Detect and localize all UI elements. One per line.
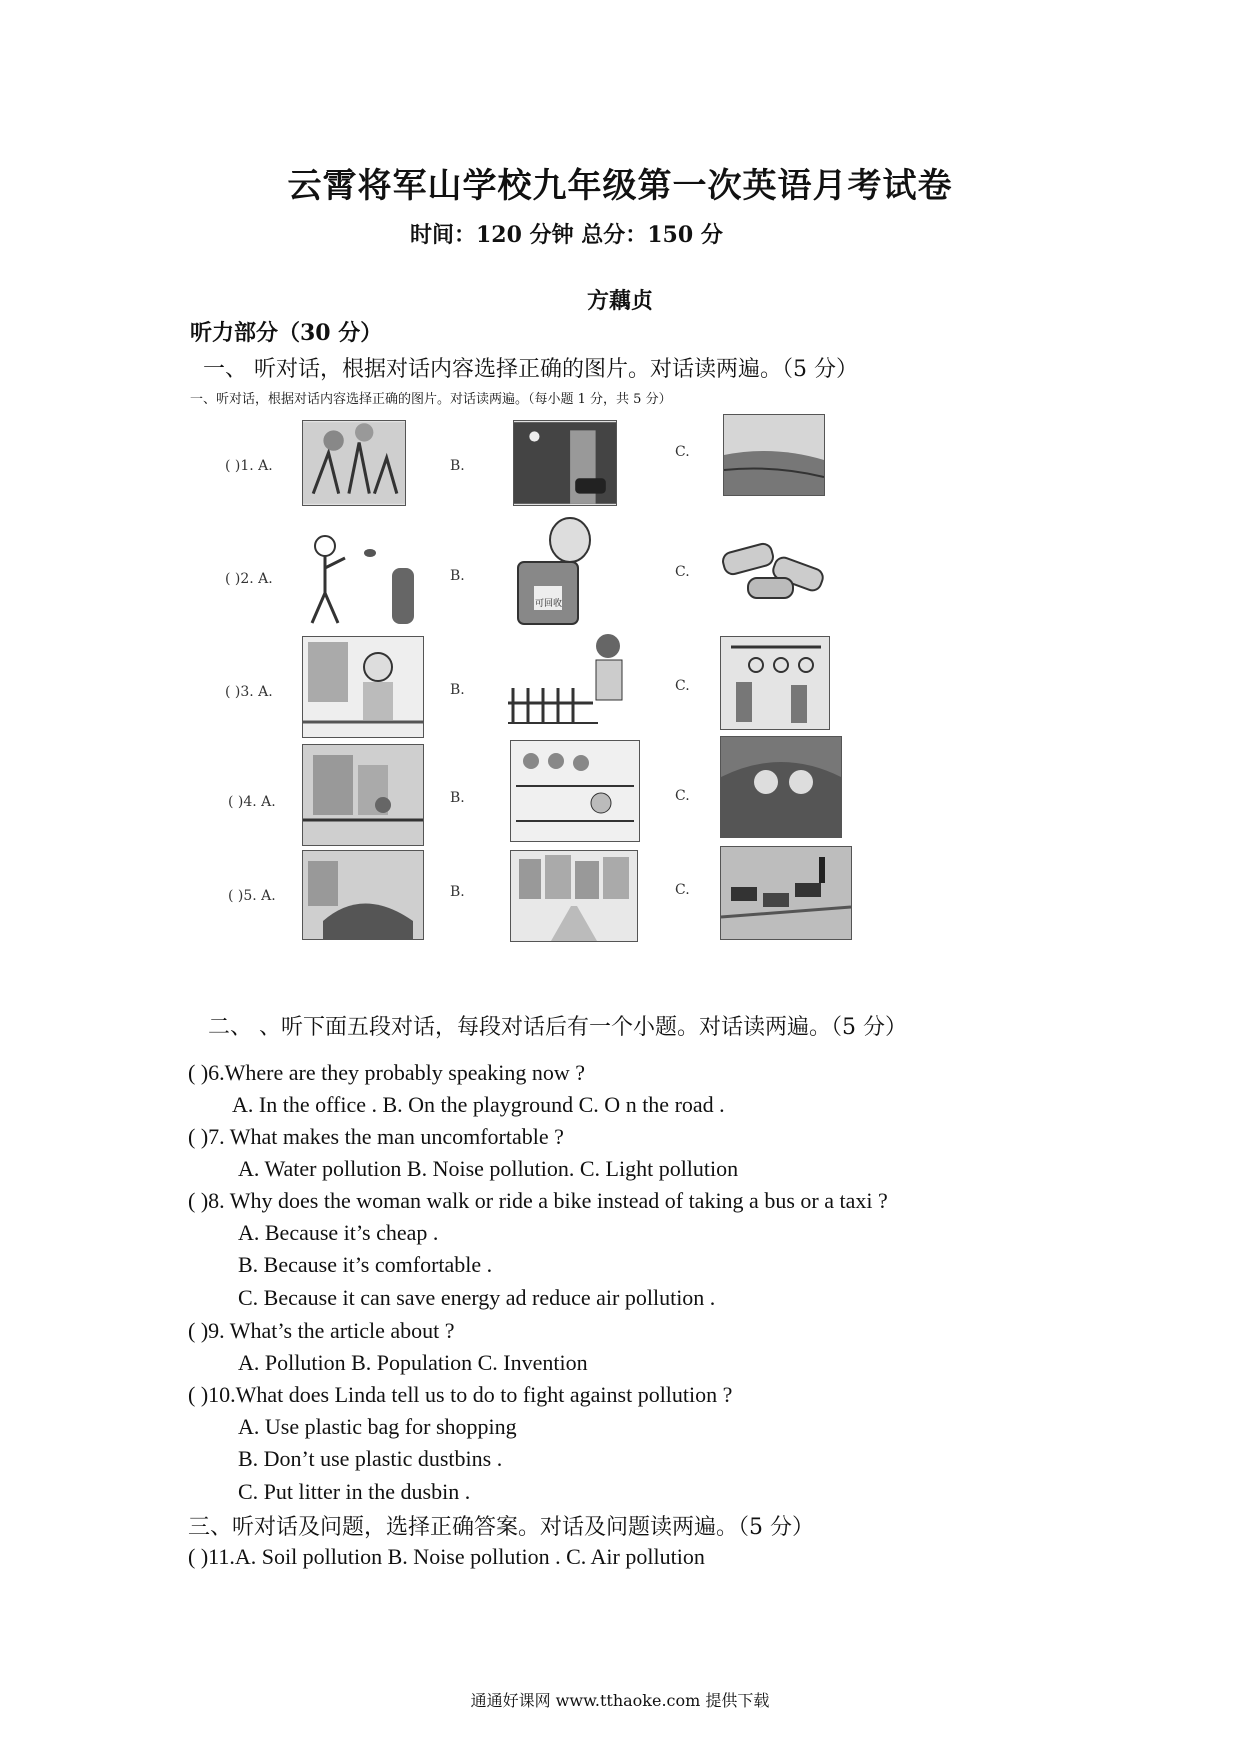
- row-c-label-1: C.: [675, 444, 690, 460]
- picture-5a: [302, 850, 424, 940]
- part2-heading: 二、 、听下面五段对话，每段对话后有一个小题。对话读两遍。（5 分）: [208, 1015, 907, 1040]
- picture-4c: [720, 736, 842, 838]
- part1-heading: 一、 听对话，根据对话内容选择正确的图片。对话读两遍。（5 分）: [203, 357, 858, 382]
- question-6: ( )6.Where are they probably speaking now ?: [188, 1060, 586, 1085]
- question-8: ( )8. Why does the woman walk or ride a bike instead of taking a bus or a taxi ?: [188, 1188, 888, 1213]
- author-name: 方藕贞: [586, 288, 653, 314]
- row-c-label-4: C.: [675, 788, 690, 804]
- picture-3a: [302, 636, 424, 738]
- q10-option-a: A. Use plastic bag for shopping: [238, 1414, 517, 1439]
- row-label-1: ( )1. A.: [225, 458, 273, 474]
- question-9: ( )9. What’s the article about ?: [188, 1318, 455, 1343]
- row-b-label-3: B.: [450, 682, 465, 698]
- picture-2c: [718, 533, 833, 608]
- q8-option-b: B. Because it’s comfortable .: [238, 1252, 493, 1277]
- q10-option-b: B. Don’t use plastic dustbins .: [238, 1446, 503, 1471]
- row-b-label-2: B.: [450, 568, 465, 584]
- picture-1b: [513, 420, 617, 506]
- q7-options: A. Water pollution B. Noise pollution. C. Light pollution: [238, 1156, 739, 1181]
- row-b-label-5: B.: [450, 884, 465, 900]
- picture-4b: [510, 740, 640, 842]
- row-label-4: ( )4. A.: [228, 794, 276, 810]
- image-caption: 一、听对话，根据对话内容选择正确的图片。对话读两遍。（每小题 1 分，共 5 分）: [190, 392, 672, 407]
- question-7: ( )7. What makes the man uncomfortable ?: [188, 1124, 564, 1149]
- row-label-2: ( )2. A.: [225, 571, 273, 587]
- picture-3c: [720, 636, 830, 730]
- question-11: ( )11.A. Soil pollution B. Noise pollution . C. Air pollution: [188, 1544, 705, 1569]
- exam-title: 云霄将军山学校九年级第一次英语月考试卷: [287, 166, 953, 206]
- recycle-label: 可回收: [535, 599, 563, 609]
- row-b-label-4: B.: [450, 790, 465, 806]
- row-b-label-1: B.: [450, 458, 465, 474]
- q10-option-c: C. Put litter in the dusbin .: [238, 1479, 471, 1504]
- footer-text: 通通好课网 www.tthaoke.com 提供下载: [470, 1691, 770, 1710]
- row-label-3: ( )3. A.: [225, 684, 273, 700]
- picture-1c: [723, 414, 825, 496]
- picture-4a: [302, 744, 424, 846]
- row-label-5: ( )5. A.: [228, 888, 276, 904]
- row-c-label-3: C.: [675, 678, 690, 694]
- picture-2a: [300, 528, 425, 628]
- question-10: ( )10.What does Linda tell us to do to fight against pollution ?: [188, 1382, 733, 1407]
- picture-3b: [508, 628, 636, 736]
- q6-options: A. In the office . B. On the playground C. O n the road .: [232, 1092, 725, 1117]
- q8-option-c: C. Because it can save energy ad reduce air pollution .: [238, 1285, 716, 1310]
- q9-options: A. Pollution B. Population C. Invention: [238, 1350, 588, 1375]
- exam-meta: 时间：120 分钟 总分：150 分: [410, 222, 723, 248]
- q8-option-a: A. Because it’s cheap .: [238, 1220, 439, 1245]
- part3-heading: 三、听对话及问题，选择正确答案。对话及问题读两遍。（5 分）: [188, 1515, 814, 1540]
- row-c-label-5: C.: [675, 882, 690, 898]
- picture-5b: [510, 850, 638, 942]
- row-c-label-2: C.: [675, 564, 690, 580]
- picture-1a: [302, 420, 406, 506]
- picture-5c: [720, 846, 852, 940]
- listening-section-title: 听力部分（30 分）: [190, 320, 383, 346]
- picture-2b: [510, 516, 600, 628]
- picture-question-block: [190, 388, 950, 988]
